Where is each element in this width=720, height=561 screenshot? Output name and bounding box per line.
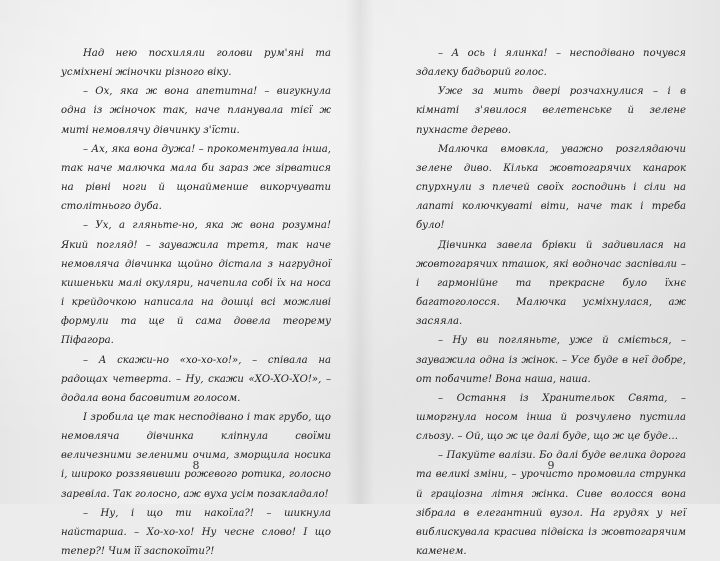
paragraph: – А скажи-но «хо-хо-хо!», – співала на радощах четверта. – Ну, скажи «ХО-ХО-ХО!», – додала вона басовитим голосом. [61,354,331,404]
paragraph: – Ну ви погляньте, уже й сміється, – зауважила одна із жінок. – Усе буде в неї добре, от побачите! Вона наша, наша. [416,335,686,385]
paragraph: – Ах, яка вона дужа! – прокоментувала інша, так наче малючка мала би зараз же зірватися на рівні ноги й щонайменше викорчувати столітнього дуба. [61,143,331,213]
paragraph: Над нею посхиляли голови рум'яні та усміхнені жіночки різного віку. [61,48,331,79]
paragraph: – Ох, яка ж вона апетитна! – вигукнула одна із жіночок так, наче планувала тієї ж миті немовлячу дівчинку з'їсти. [61,86,331,136]
paragraph: – Ух, а гляньте-но, яка ж вона розумна! Який погляд! – зауважила третя, так наче немовляча дівчинка щойно дістала з нагрудної кишеньки малі окуляри, начепила собі їх на носа і крейдочкою написала на дошці всі можливі формули та ще й сама довела теорему Піфагора. [61,220,331,347]
paragraph: – А ось і ялинка! – несподівано почувся здалеку бадьорий голос. [416,48,686,79]
page-number: 9 [547,459,555,472]
paragraph: – Пакуйте валізи. Бо далі буде велика дорога та великі зміни, – урочисто промовила струнка й граціозна літня жінка. Сиве волосся вона зібрала в елегантний вузол. На грудях у неї виблискувала красива підвіска із жовтогарячим каменем. [416,450,686,558]
right-page-text [416,44,686,561]
page-number: 8 [192,459,200,472]
paragraph: Уже за мить двері розчахнулися – і в кімнаті з'явилося велетенське й зелене пухнасте дерево. [416,86,686,136]
paragraph: – Остання із Хранительок Свята, – шморгнула носом інша й розчулено пустила сльозу. – Ой, що ж це далі буде, що ж це буде… [416,392,686,443]
paragraph: І зробила це так несподівано і так грубо, що немовляча дівчинка кліпнула своїми величезними зеленими очима, зморщила носика і, широко роззявивши рожевого ротика, голосно заревіла. Так голосно, аж вуха усім позакладало! [61,411,331,500]
left-page-text [61,44,331,561]
paragraph: – Ну, і що ти накоїла?! – шикнула найстарша. – Хо-хо-хо! Ну чесне слово! І що тепер?! Чим її заспокоїти?! [61,507,331,558]
paragraph: Малючка вмовкла, уважно розглядаючи зелене диво. Кілька жовтогарячих канарок спурхнули з плечей своїх господинь і сіли на лапаті колючкуваті віти, наче так і треба було! [416,143,686,232]
left-page [61,44,331,558]
paragraph: Дівчинка завела брівки й задивилася на жовтогарячих пташок, які водночас заспівали – і гармонійне та прекрасне було їхнє багатоголосся. Малючка усміхнулася, аж засяяла. [416,239,686,328]
right-page [416,44,686,558]
